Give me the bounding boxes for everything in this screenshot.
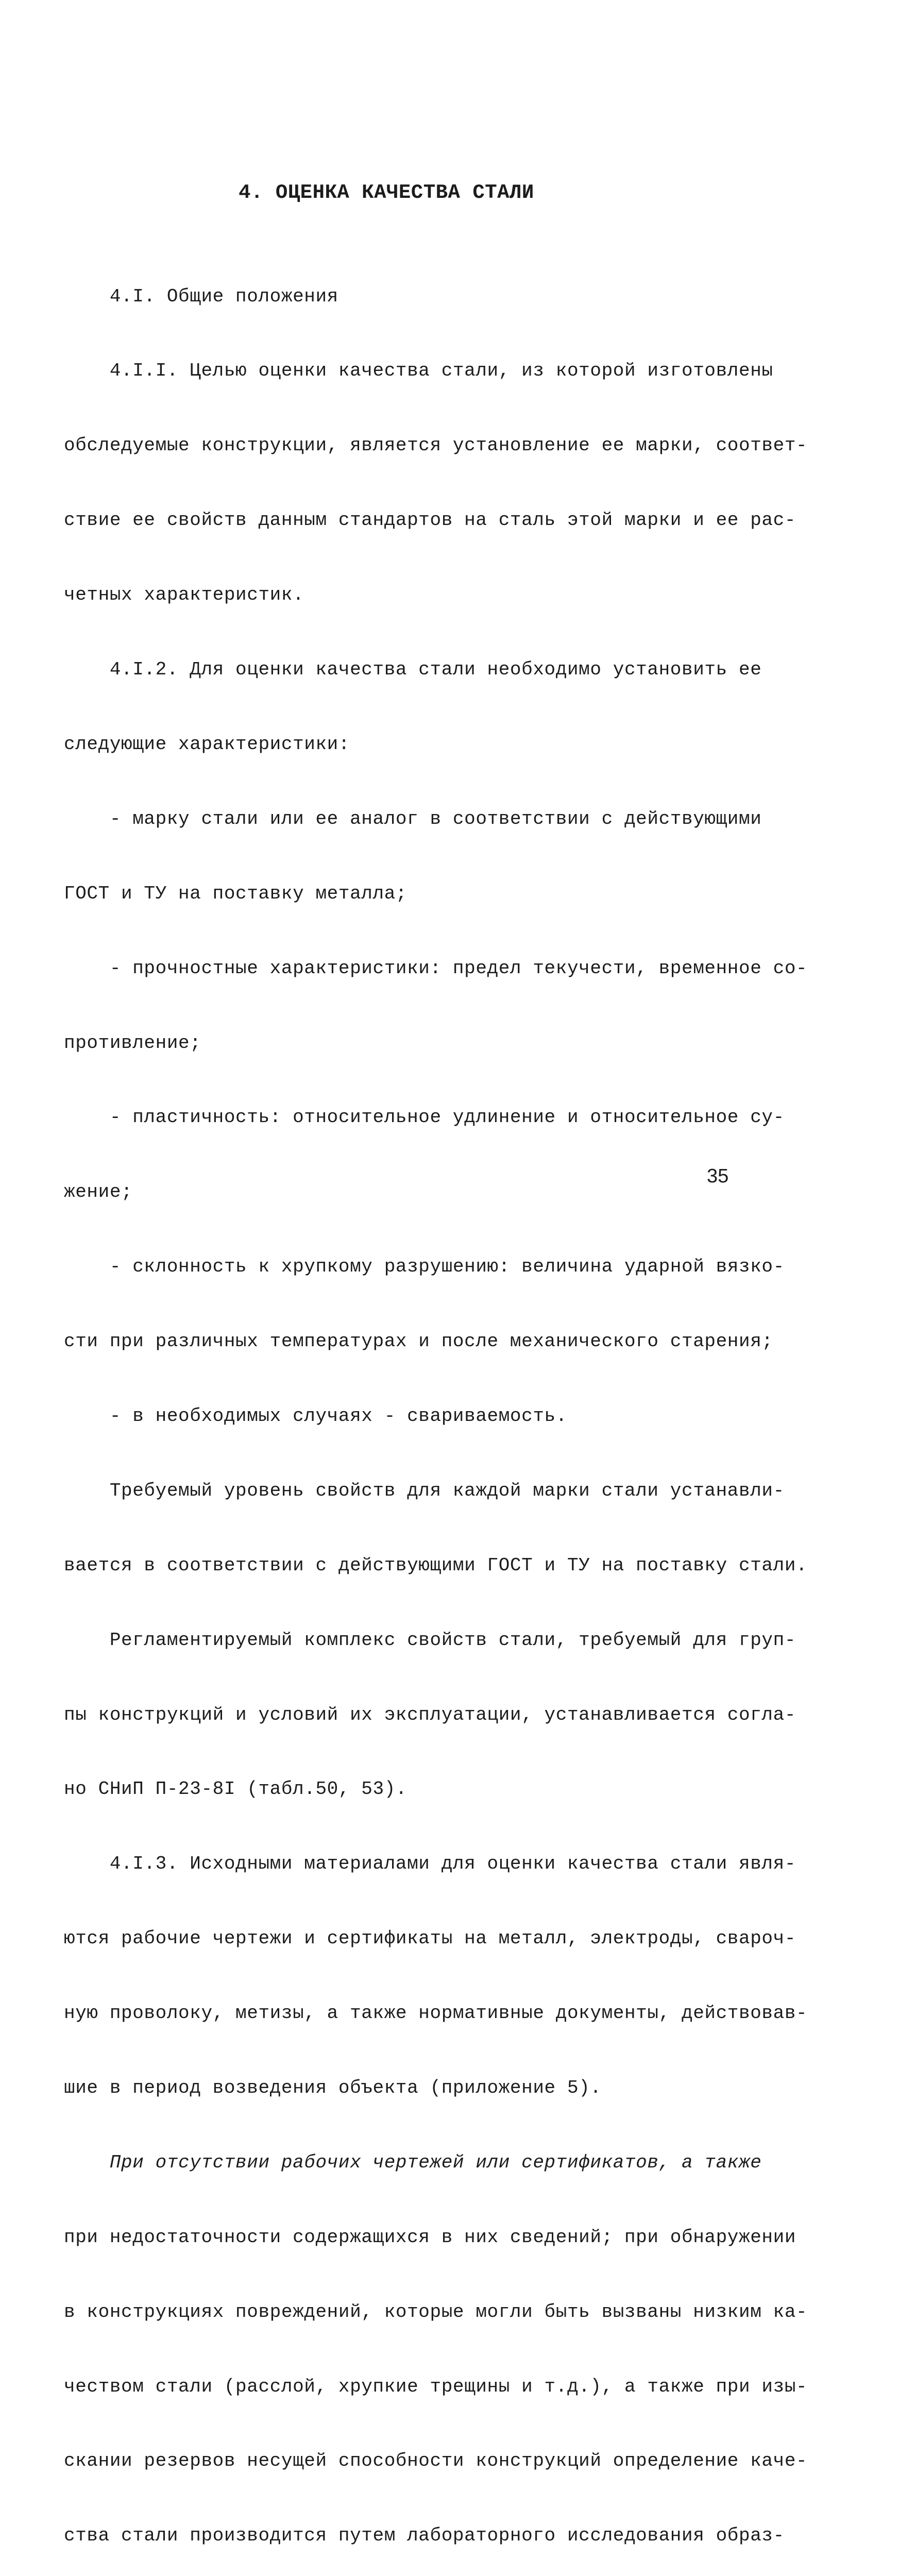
text-line: пы конструкций и условий их эксплуатации, устанавливается согла-: [64, 1704, 796, 1725]
text-line: ства стали производится путем лабораторного исследования образ-: [64, 2525, 785, 2547]
text-line: шие в период возведения объекта (приложение 5).: [64, 2077, 602, 2098]
text-line: Регламентируемый комплекс свойств стали, требуемый для груп-: [64, 1629, 796, 1651]
text-line: вается в соответствии с действующими ГОСТ и ТУ на поставку стали.: [64, 1554, 808, 1576]
text-line: 4.I. Общие положения: [64, 285, 338, 307]
text-line: четных характеристик.: [64, 584, 304, 606]
text-line: чеством стали (расслой, хрупкие трещины и т.д.), а также при изы-: [64, 2376, 808, 2397]
text-line: При отсутствии рабочих чертежей или сертификатов, а также: [64, 2151, 762, 2173]
section-title: 4. ОЦЕНКА КАЧЕСТВА СТАЛИ: [239, 181, 534, 204]
text-line: следующие характеристики:: [64, 733, 350, 755]
text-line: при недостаточности содержащихся в них сведений; при обнаружении: [64, 2226, 796, 2248]
text-line: 4.I.2. Для оценки качества стали необходимо установить ее: [64, 659, 762, 681]
text-line: в конструкциях повреждений, которые могли быть вызваны низким ка-: [64, 2301, 808, 2323]
text-line: сти при различных температурах и после механического старения;: [64, 1331, 773, 1352]
text-line: но СНиП П-23-8I (табл.50, 53).: [64, 1778, 408, 1800]
text-line: - марку стали или ее аналог в соответствии с действующими: [64, 808, 762, 829]
text-line: обследуемые конструкции, является установление ее марки, соответ-: [64, 435, 808, 456]
page-number: 35: [707, 1165, 729, 1187]
text-line: ствие ее свойств данным стандартов на сталь этой марки и ее рас-: [64, 510, 796, 531]
text-line: 4.I.I. Целью оценки качества стали, из которой изготовлены: [64, 360, 773, 382]
text-line: - склонность к хрупкому разрушению: величина ударной вязко-: [64, 1256, 785, 1278]
text-line: скании резервов несущей способности конструкций определение каче-: [64, 2450, 808, 2472]
text-line: противление;: [64, 1032, 201, 1054]
text-line: Требуемый уровень свойств для каждой марки стали устанавли-: [64, 1480, 785, 1501]
text-line: жение;: [64, 1181, 133, 1203]
text-line: ГОСТ и ТУ на поставку металла;: [64, 883, 408, 904]
text-line: ную проволоку, метизы, а также нормативные документы, действовав-: [64, 2003, 808, 2024]
text-line: - прочностные характеристики: предел текучести, временное со-: [64, 957, 808, 979]
text-line: - в необходимых случаях - свариваемость.: [64, 1405, 567, 1427]
body-text: [64, 234, 808, 2576]
text-line: ются рабочие чертежи и сертификаты на металл, электроды, свароч-: [64, 1928, 796, 1950]
text-line: 4.I.3. Исходными материалами для оценки качества стали явля-: [64, 1853, 796, 1875]
text-line: - пластичность: относительное удлинение и относительное су-: [64, 1107, 785, 1128]
